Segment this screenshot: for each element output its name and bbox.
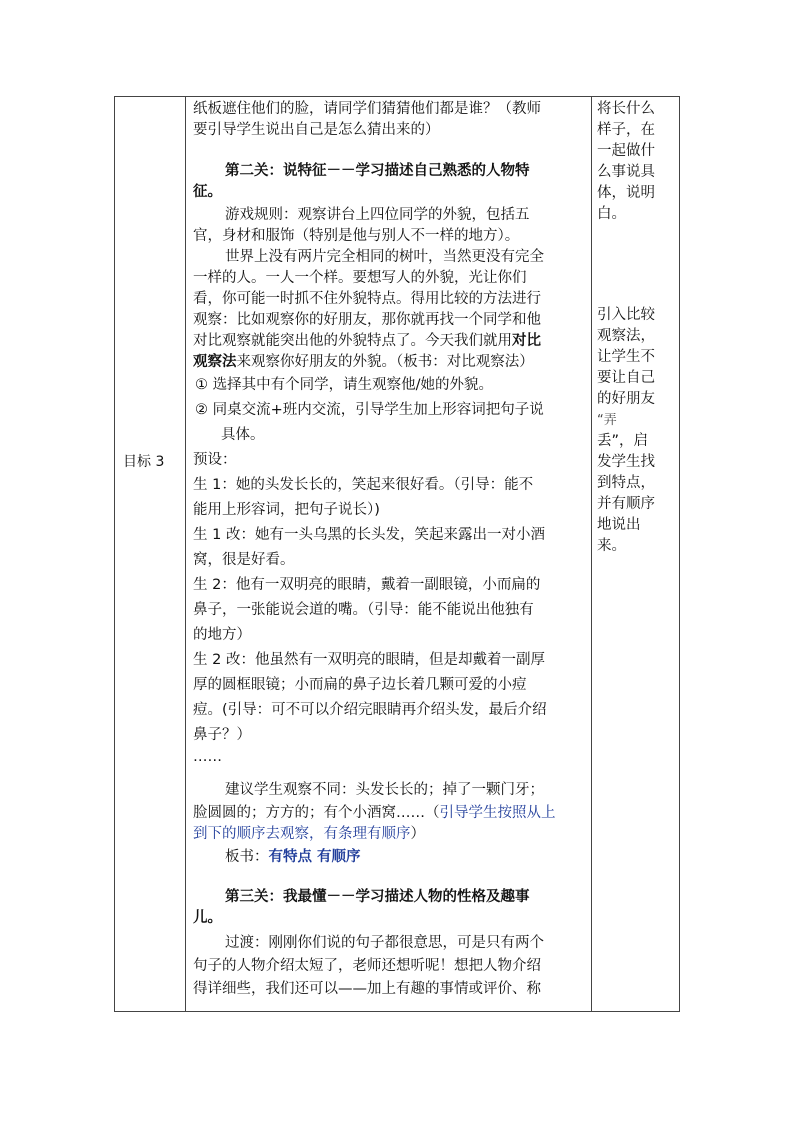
- text-line: 生 1 改：她有一头乌黑的长头发，笑起来露出一对小酒: [193, 527, 545, 543]
- highlight-text: 引导学生按照从上: [439, 805, 556, 821]
- text-line: 能用上形容词，把句子说长）): [193, 502, 380, 518]
- note-line: 引入比较: [597, 307, 655, 323]
- text-line: 预设：: [193, 452, 237, 468]
- lesson-table: [114, 96, 680, 1012]
- board-label: 板书：: [225, 849, 269, 865]
- note-line: 体，说明: [597, 185, 655, 201]
- note-line: 并有顺序: [597, 496, 655, 512]
- note-line: 的好朋友: [597, 391, 655, 407]
- text-line: [193, 352, 534, 373]
- step-2: ② 同桌交流+班内交流，引导学生加上形容词把句子说: [195, 402, 544, 418]
- text-span: 来观察你好朋友的外貌。（板书：对比观察法）: [236, 354, 534, 370]
- section-heading-2-cont: 征。: [193, 184, 222, 200]
- text-line: 生 2 改：他虽然有一双明亮的眼睛，但是却戴着一副厚: [193, 652, 545, 668]
- text-line: 窝，很是好看。: [193, 552, 295, 568]
- text-line: 鼻子，一张能说会道的嘴。（引导：能不能说出他独有: [193, 602, 534, 618]
- text-line: 过渡：刚刚你们说的句子都很意思，可是只有两个: [225, 935, 544, 951]
- note-line: 要让自己: [597, 370, 655, 386]
- goal-label: 目标 3: [123, 454, 165, 470]
- text-line: [193, 824, 425, 845]
- text-line: 官，身材和服饰（特别是他与别人不一样的地方）。: [193, 228, 520, 244]
- section-heading-3-cont: 儿。: [193, 910, 222, 926]
- column-divider-2: [591, 97, 592, 1011]
- note-line: 将长什么: [597, 101, 655, 117]
- column-divider-1: [185, 97, 186, 1011]
- note-line: 一起做什: [597, 143, 655, 159]
- text-line: [193, 803, 556, 824]
- board-value: 有特点 有顺序: [268, 849, 361, 865]
- section-heading-2: 第二关：说特征－－学习描述自己熟悉的人物特: [225, 163, 530, 179]
- ellipsis: ……: [193, 749, 222, 765]
- text-span: ）: [410, 826, 425, 842]
- text-line: 一样的人。一人一个样。要想写人的外貌，光让你们: [193, 270, 527, 286]
- highlight-text: 到下的顺序去观察，有条理有顺序: [193, 826, 411, 842]
- bold-term: 观察法: [193, 354, 237, 370]
- text-line: 生 2：他有一双明亮的眼睛，戴着一副眼镜，小而扁的: [193, 577, 541, 593]
- text-line: 痘。(引导：可不可以介绍完眼睛再介绍头发，最后介绍: [193, 702, 547, 718]
- note-line: 来。: [597, 538, 626, 554]
- text-span: 对比观察就能突出他的外貌特点了。今天我们就用: [193, 333, 512, 349]
- note-line: 白。: [597, 206, 626, 222]
- note-line: 地说出: [597, 517, 641, 533]
- text-line: 要引导学生说出自己是怎么猜出来的）: [193, 122, 440, 138]
- text-line: 观察：比如观察你的好朋友，那你就再找一个同学和他: [193, 312, 541, 328]
- text-line: 看，你可能一时抓不住外貌特点。得用比较的方法进行: [193, 291, 541, 307]
- text-line: 鼻子？）: [193, 727, 251, 743]
- note-2: [597, 305, 677, 565]
- note-1: [597, 99, 677, 229]
- section-heading-3: 第三关：我最懂－－学习描述人物的性格及趣事: [225, 889, 530, 905]
- note-line: 样子，在: [597, 122, 655, 138]
- text-line: 游戏规则：观察讲台上四位同学的外貌，包括五: [225, 207, 530, 223]
- text-line: 纸板遮住他们的脸，请同学们猜猜他们都是谁？（教师: [193, 101, 541, 117]
- note-line: “弄: [597, 413, 617, 428]
- text-line: 得详细些，我们还可以——加上有趣的事情或评价、称: [193, 981, 541, 997]
- text-line: 厚的圆框眼镜；小而扁的鼻子边长着几颗可爱的小痘: [193, 677, 527, 693]
- note-line: 么事说具: [597, 164, 655, 180]
- note-line: 到特点，: [597, 475, 655, 491]
- text-line: 句子的人物介绍太短了，老师还想听呢！想把人物介绍: [193, 958, 541, 974]
- text-line: 的地方）: [193, 627, 251, 643]
- note-line: 观察法，: [597, 328, 655, 344]
- text-line: 建议学生观察不同：头发长长的；掉了一颗门牙；: [225, 782, 544, 798]
- note-line: 发学生找: [597, 454, 655, 470]
- text-line: [193, 331, 541, 352]
- note-line: 丢”，启: [597, 433, 649, 449]
- text-line: 生 1：她的头发长长的，笑起来很好看。（引导：能不: [193, 477, 534, 493]
- note-line: 让学生不: [597, 349, 655, 365]
- text-span: 脸圆圆的；方方的；有个小酒窝……（: [193, 805, 440, 821]
- bold-term: 对比: [512, 333, 541, 349]
- step-2-cont: 具体。: [221, 427, 265, 443]
- text-line: 世界上没有两片完全相同的树叶，当然更没有完全: [225, 249, 544, 265]
- step-1: ① 选择其中有个同学，请生观察他/她的外貌。: [195, 377, 493, 393]
- board-note: [225, 847, 361, 868]
